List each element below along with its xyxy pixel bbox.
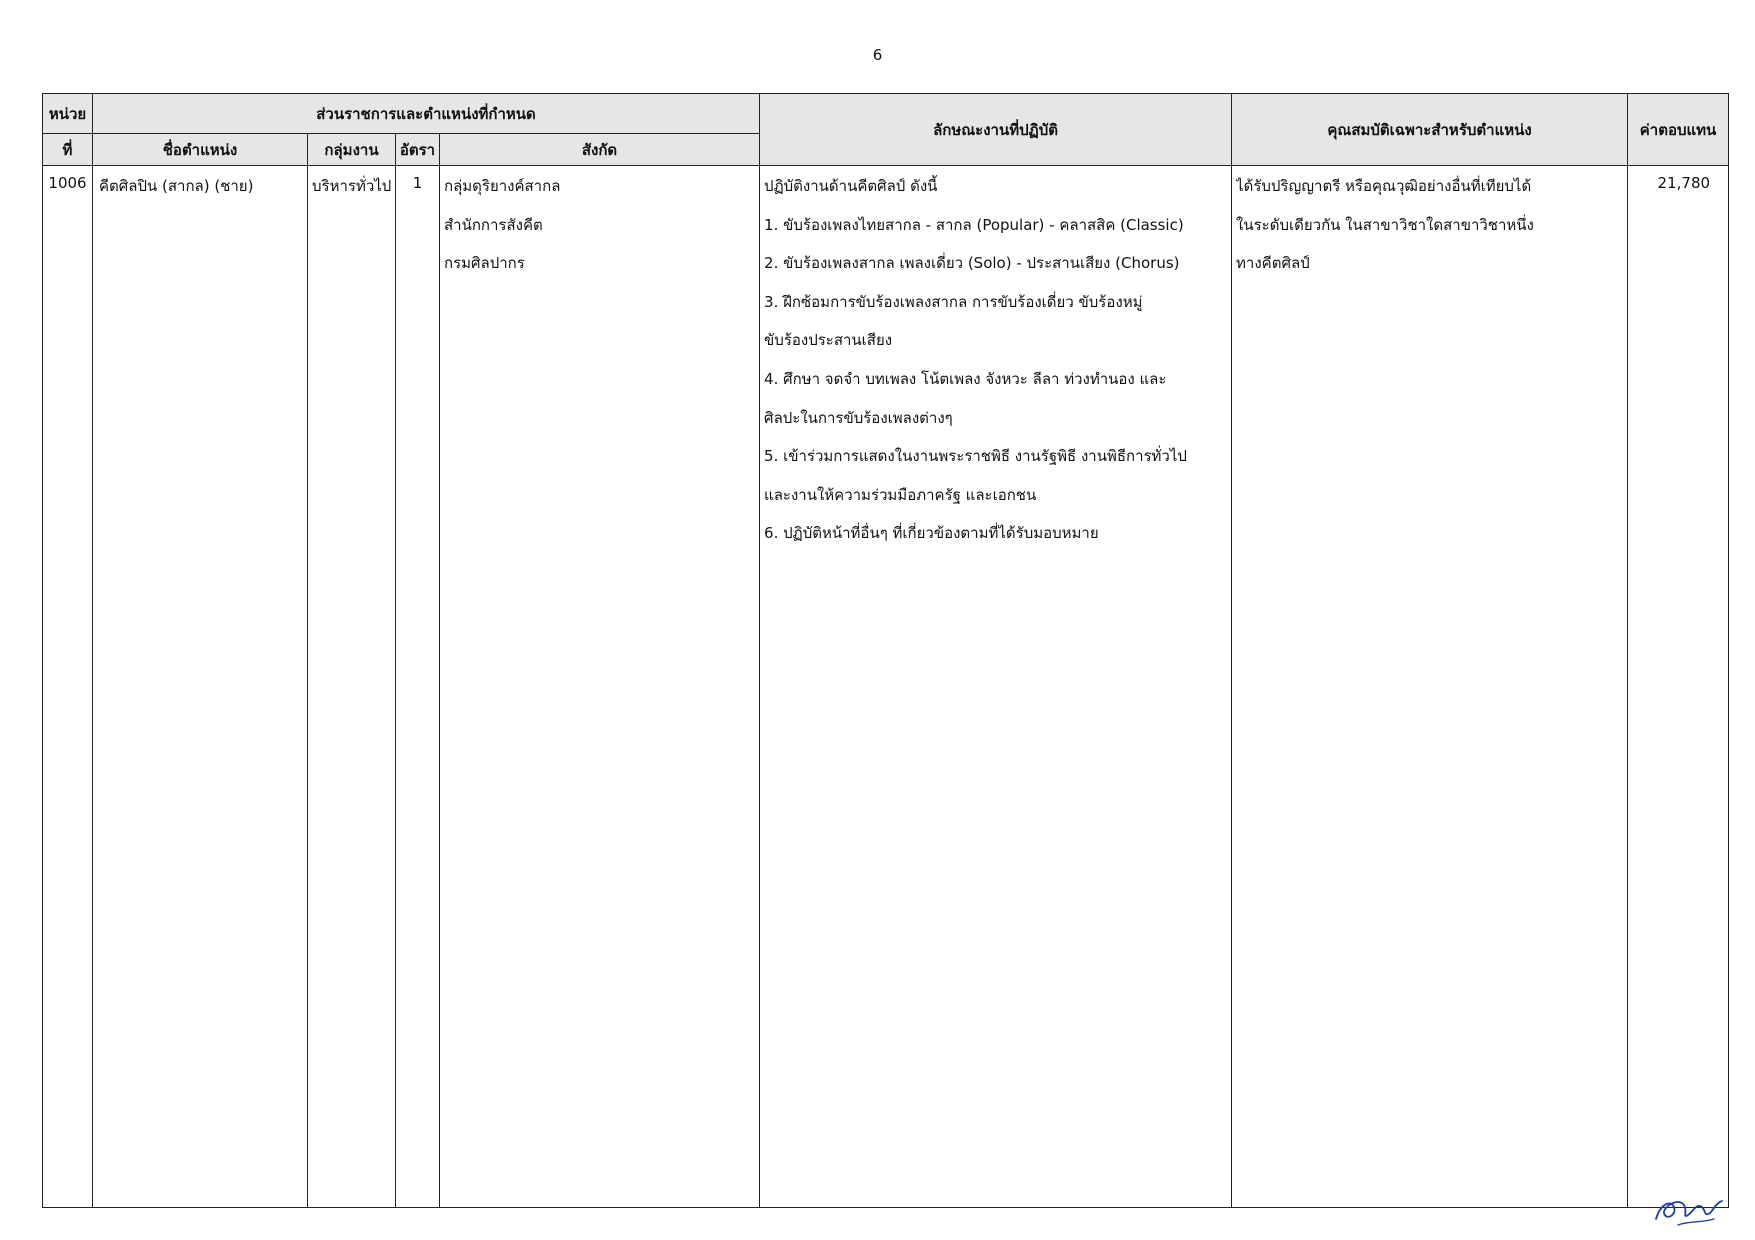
duties-cell [760,166,1232,1208]
duty-line: 1. ขับร้องเพลงไทยสากล - สากล (Popular) - คลาสสิค (Classic) [764,215,1184,234]
work-group: บริหารทั่วไป [308,166,396,1208]
affiliation-header: สังกัด [440,134,760,166]
work-group-header: กลุ่มงาน [308,134,396,166]
duty-line: ศิลปะในการขับร้องเพลงต่างๆ [764,408,953,427]
duty-line: 6. ปฏิบัติหน้าที่อื่นๆ ที่เกี่ยวข้องตามที่ได้รับมอบหมาย [764,524,1099,543]
duty-line: ขับร้องประสานเสียง [764,331,893,350]
position-name-header: ชื่อตำแหน่ง [93,134,308,166]
duty-line: 3. ฝึกซ้อมการขับร้องเพลงสากล การขับร้องเดี่ยว ขับร้องหมู่ [764,292,1143,311]
unit-header-bottom: ที่ [43,134,93,166]
duty-line: และงานให้ความร่วมมือภาครัฐ และเอกชน [764,485,1037,504]
position-table [42,93,1729,1208]
table-row [43,166,1729,1208]
rate-header: อัตรา [396,134,440,166]
duty-line: ปฏิบัติงานด้านคีตศิลป์ ดังนี้ [764,177,938,195]
duty-line: 5. เข้าร่วมการแสดงในงานพระราชพิธี งานรัฐพิธี งานพิธีการทั่วไป [764,447,1187,466]
affiliation-line: กลุ่มดุริยางค์สากล [444,177,561,195]
rate-count: 1 [396,166,440,1208]
affiliation-line: สำนักการสังคีต [444,215,543,234]
qualification-line: ในระดับเดียวกัน ในสาขาวิชาใดสาขาวิชาหนึ่ง [1236,215,1534,234]
affiliation-cell [440,166,760,1208]
signature-mark [1648,1185,1728,1229]
qualification-line: ได้รับปริญญาตรี หรือคุณวุฒิอย่างอื่นที่เทียบได้ [1236,177,1532,195]
duties-header: ลักษณะงานที่ปฏิบัติ [760,94,1232,166]
compensation-header: ค่าตอบแทน [1628,94,1729,166]
duty-line: 4. ศึกษา จดจำ บทเพลง โน้ตเพลง จังหวะ ลีลา ท่วงทำนอง และ [764,369,1167,388]
qualifications-header: คุณสมบัติเฉพาะสำหรับตำแหน่ง [1232,94,1628,166]
page-number: 6 [872,46,883,64]
duty-line: 2. ขับร้องเพลงสากล เพลงเดี่ยว (Solo) - ประสานเสียง (Chorus) [764,254,1180,273]
compensation-value: 21,780 [1628,166,1729,1208]
unit-number: 1006 [43,166,93,1208]
government-positions-header: ส่วนราชการและตำแหน่งที่กำหนด [93,94,760,134]
qualifications-cell [1232,166,1628,1208]
qualification-line: ทางคีตศิลป์ [1236,254,1310,273]
affiliation-line: กรมศิลปากร [444,254,525,273]
unit-header-top: หน่วย [43,94,93,134]
position-name: คีตศิลปิน (สากล) (ชาย) [93,166,308,1208]
